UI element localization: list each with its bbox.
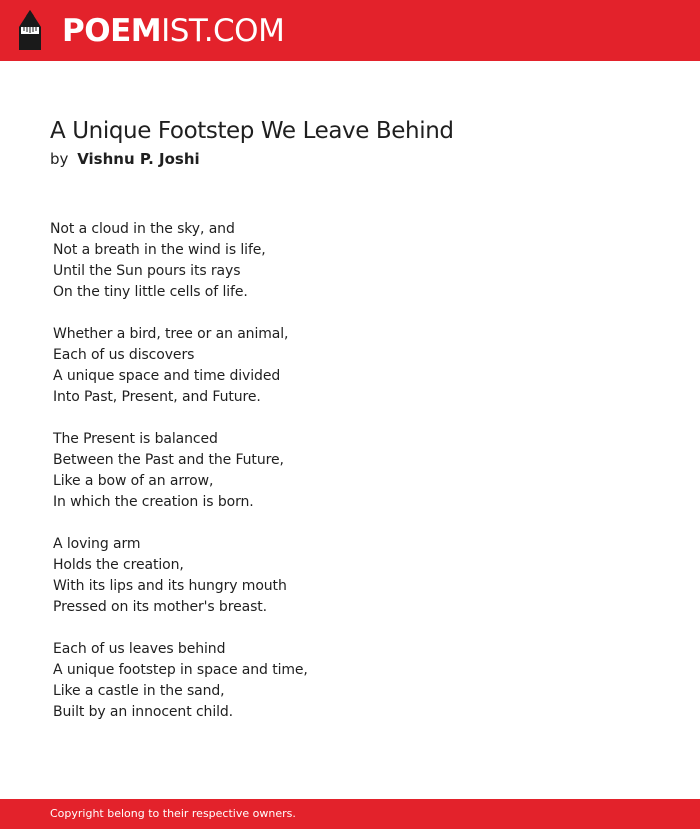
site-footer xyxy=(0,799,700,829)
poem-line: With its lips and its hungry mouth xyxy=(53,578,287,594)
stanza xyxy=(50,639,650,723)
poem-line: Built by an innocent child. xyxy=(53,704,234,720)
author-name[interactable]: Vishnu P. Joshi xyxy=(77,150,200,168)
poem-line: Like a bow of an arrow, xyxy=(53,473,214,489)
stanza xyxy=(50,219,650,303)
poem-line: Holds the creation, xyxy=(53,557,184,573)
poem-line: Into Past, Present, and Future. xyxy=(53,389,261,405)
stanza xyxy=(50,429,650,513)
byline xyxy=(50,148,200,170)
poem-line: In which the creation is born. xyxy=(53,494,254,510)
pencil-icon[interactable] xyxy=(17,10,43,52)
poem-line: Whether a bird, tree or an animal, xyxy=(53,326,289,342)
copyright-text: Copyright belong to their respective owners. xyxy=(50,807,296,820)
poem-line: A loving arm xyxy=(53,536,141,552)
poem-line: The Present is balanced xyxy=(53,431,218,447)
poem-line: A unique space and time divided xyxy=(53,368,281,384)
poem-line: Like a castle in the sand, xyxy=(53,683,225,699)
poem-line: Until the Sun pours its rays xyxy=(53,263,241,279)
poem-line: A unique footstep in space and time, xyxy=(53,662,308,678)
poem-line: Each of us leaves behind xyxy=(53,641,226,657)
poem-line: Pressed on its mother's breast. xyxy=(53,599,267,615)
poem-line: Between the Past and the Future, xyxy=(53,452,284,468)
poem-line: Not a breath in the wind is life, xyxy=(53,242,266,258)
stanza xyxy=(50,324,650,408)
stanza xyxy=(50,534,650,618)
poem-line: On the tiny little cells of life. xyxy=(53,284,248,300)
by-label: by xyxy=(50,150,69,168)
brand-bold: POEM xyxy=(62,13,162,49)
poem-line: Each of us discovers xyxy=(53,347,195,363)
brand-light: IST.COM xyxy=(161,13,285,49)
poem-title: A Unique Footstep We Leave Behind xyxy=(50,118,454,144)
poem-line: Not a cloud in the sky, and xyxy=(50,221,235,237)
site-header xyxy=(0,0,700,61)
site-logo[interactable] xyxy=(62,13,284,49)
poem-body xyxy=(50,219,650,744)
